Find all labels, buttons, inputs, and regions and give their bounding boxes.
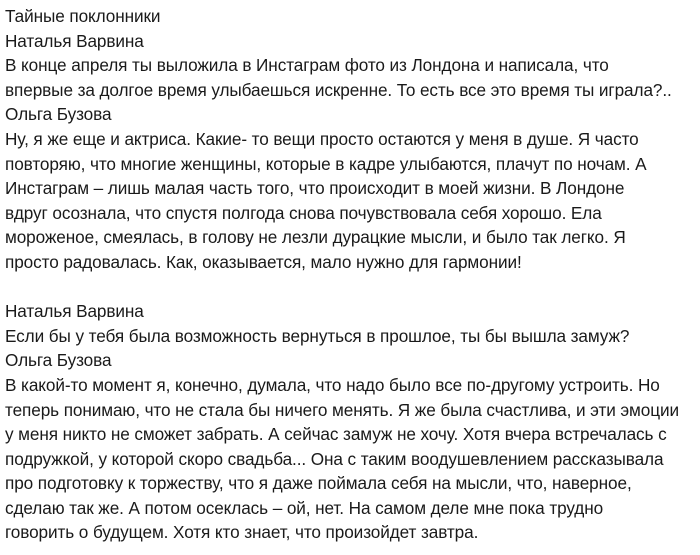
- speaker-name: Наталья Варвина: [5, 301, 144, 322]
- answer-line: подружкой, у которой скоро свадьба... Она с таким воодушевлением рассказывала: [5, 448, 664, 469]
- speaker-name: Ольга Бузова: [5, 104, 112, 125]
- paragraph-gap: [5, 275, 692, 300]
- article-title: Тайные поклонники: [5, 6, 161, 26]
- answer-line: говорить о будущем. Хотя кто знает, что произойдет завтра.: [5, 522, 479, 543]
- speaker-name: Ольга Бузова: [5, 350, 112, 371]
- answer-line: повторяю, что многие женщины, которые в кадре улыбаются, плачут по ночам. А: [5, 153, 647, 174]
- answer-line: у меня никто не сможет забрать. А сейчас замуж не хочу. Хотя вчера встречалась с: [5, 424, 667, 445]
- answer-line: вдруг осознала, что спустя полгода снова почувствовала себя хорошо. Ела: [5, 202, 602, 223]
- answer-line: просто радовалась. Как, оказывается, мало нужно для гармонии!: [5, 251, 522, 272]
- speaker-name: Наталья Варвина: [5, 30, 144, 51]
- question-line: Если бы у тебя была возможность вернуться в прошлое, ты бы вышла замуж?: [5, 325, 630, 346]
- answer-line: В какой-то момент я, конечно, думала, что надо было все по-другому устроить. Но: [5, 374, 660, 395]
- question-line: В конце апреля ты выложила в Инстаграм фото из Лондона и написала, что: [5, 55, 609, 76]
- answer-line: Инстаграм – лишь малая часть того, что происходит в моей жизни. В Лондоне: [5, 178, 625, 199]
- answer-line: про подготовку к торжеству, что я даже поймала себя на мысли, что, наверное,: [5, 473, 632, 494]
- question-line: впервые за долгое время улыбаешься искренне. То есть все это время ты играла?..: [5, 79, 672, 100]
- answer-line: сделаю так же. А потом осеклась – ой, нет. На самом деле мне пока трудно: [5, 497, 604, 518]
- answer-line: Ну, я же еще и актриса. Какие- то вещи просто остаются у меня в душе. Я часто: [5, 128, 639, 149]
- answer-line: мороженое, смеялась, в голову не лезли дурацкие мысли, и было так легко. Я: [5, 227, 626, 248]
- answer-line: теперь понимаю, что не стала бы ничего менять. Я же была счастлива, и эти эмоции: [5, 399, 679, 420]
